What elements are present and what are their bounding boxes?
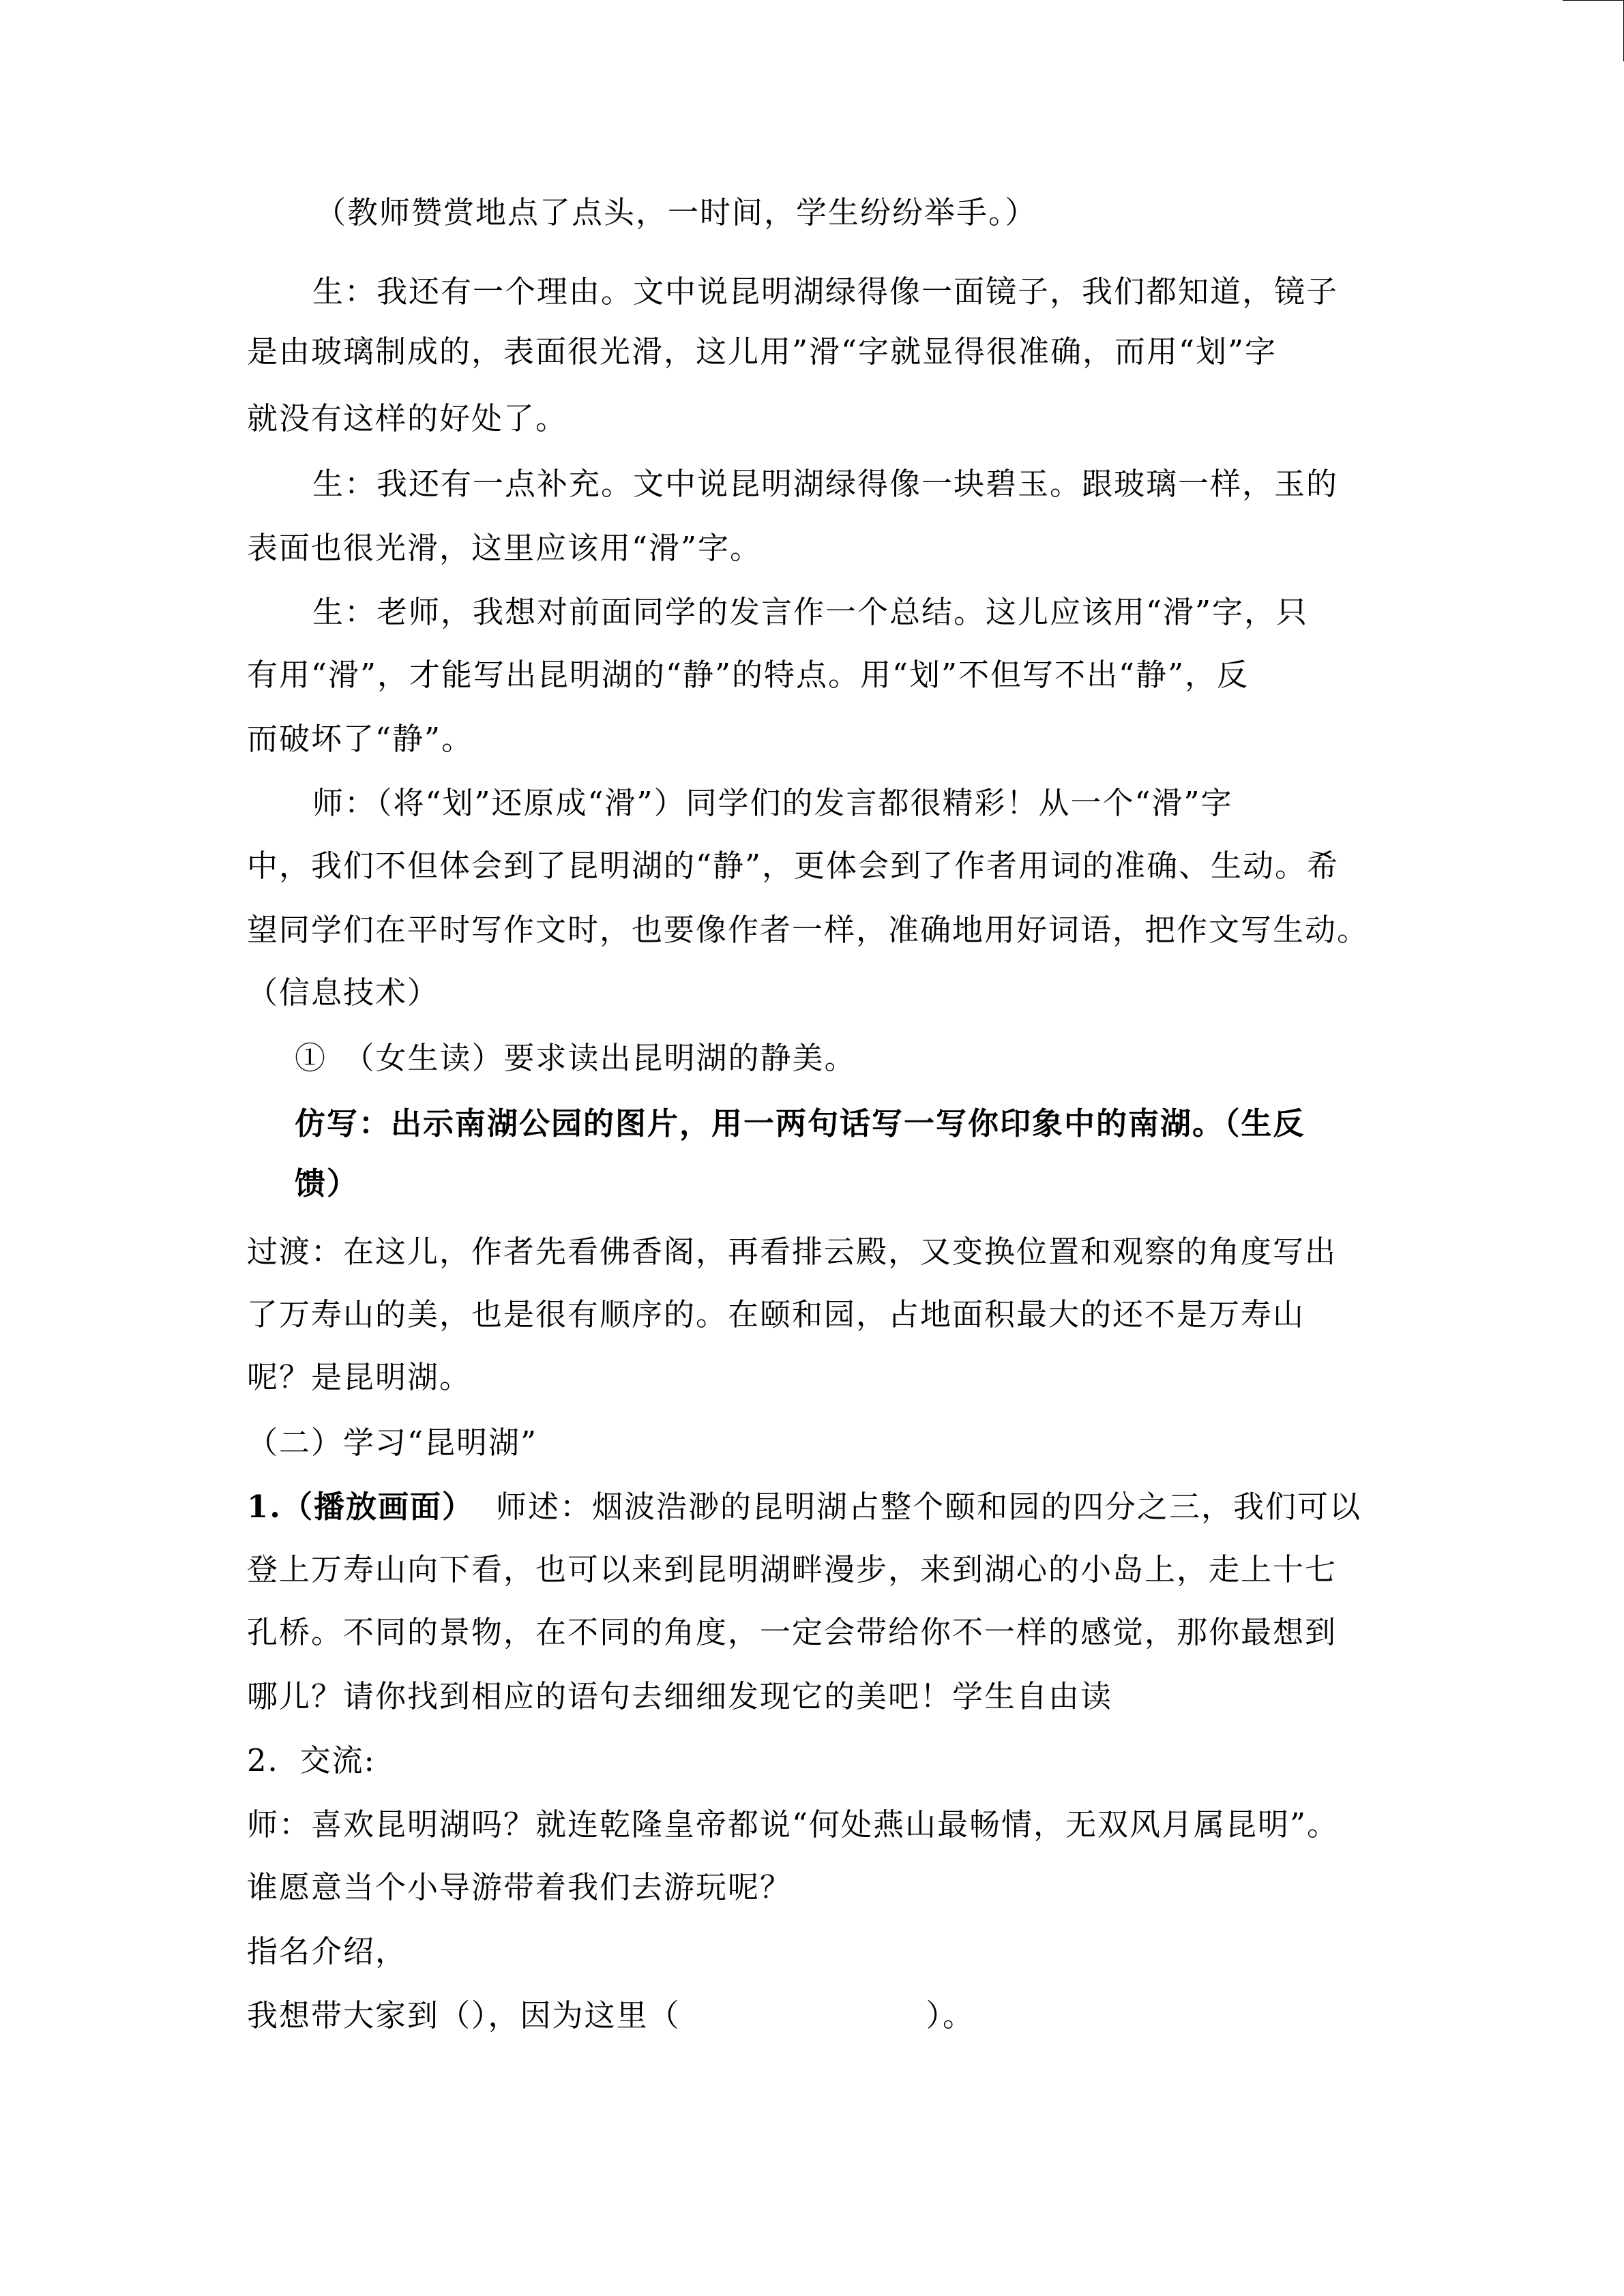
paragraph-teacher-narration-line-3: 孔桥。不同的景物，在不同的角度，一定会带给你不一样的感觉，那你最想到 bbox=[247, 1614, 1338, 1650]
paragraph-transition-line-2: 了万寿山的美，也是很有顺序的。在颐和园，占地面积最大的还不是万寿山 bbox=[247, 1296, 1305, 1332]
paragraph-student-reason-line-2: 是由玻璃制成的，表面很光滑，这儿用”滑“字就显得很准确，而用“划”字 bbox=[247, 333, 1278, 370]
sentence-template-line bbox=[247, 1995, 975, 2036]
paragraph-teacher-question-line-2: 谁愿意当个小导游带着我们去游玩呢？ bbox=[247, 1869, 793, 1905]
paragraph-teacher-narration-line-4: 哪儿？请你找到相应的语句去细细发现它的美吧！学生自由读 bbox=[247, 1678, 1113, 1714]
paragraph-name-introduction: 指名介绍， bbox=[247, 1933, 408, 1969]
item-2-exchange: 2．交流: bbox=[247, 1742, 376, 1778]
note-information-technology: （信息技术） bbox=[247, 974, 440, 1011]
paragraph-student-reason-line-3: 就没有这样的好处了。 bbox=[247, 400, 568, 436]
paragraph-student-summary-line-1: 生：老师，我想对前面同学的发言作一个总结。这儿应该用“滑”字，只 bbox=[312, 594, 1309, 630]
paragraph-teacher-nod: （教师赞赏地点了点头，一时间，学生纷纷举手。） bbox=[315, 194, 1037, 230]
page-corner-mark-horizontal bbox=[1563, 0, 1624, 1]
paragraph-teacher-narration-line-1: 师述：烟波浩渺的昆明湖占整个颐和园的四分之三，我们可以 bbox=[464, 1489, 1362, 1525]
paragraph-student-reason-line-1: 生：我还有一个理由。文中说昆明湖绿得像一面镜子，我们都知道，镜子 bbox=[312, 273, 1339, 310]
paragraph-teacher-restore-line-1: 师：（将“划”还原成“滑”）同学们的发言都很精彩！从一个“滑”字 bbox=[312, 785, 1233, 821]
paragraph-teacher-narration-line-2: 登上万寿山向下看，也可以来到昆明湖畔漫步，来到湖心的小岛上，走上十七 bbox=[247, 1551, 1338, 1587]
paragraph-student-summary-line-3: 而破坏了“静”。 bbox=[247, 721, 474, 757]
paragraph-teacher-restore-line-3: 望同学们在平时写作文时，也要像作者一样，准确地用好词语，把作文写生动。 bbox=[247, 912, 1370, 948]
paragraph-imitation-writing-line-2: 馈） bbox=[295, 1165, 359, 1202]
section-heading-kunming-lake: （二）学习“昆明湖” bbox=[247, 1425, 538, 1461]
paragraph-transition-line-1: 过渡：在这儿，作者先看佛香阁，再看排云殿，又变换位置和观察的角度写出 bbox=[247, 1234, 1338, 1270]
sentence-template-end: ）。 bbox=[926, 1997, 975, 2033]
item-1-play-screen: 1.（播放画面） bbox=[247, 1489, 474, 1525]
paragraph-student-supplement-line-1: 生：我还有一点补充。文中说昆明湖绿得像一块碧玉。跟玻璃一样，玉的 bbox=[312, 466, 1339, 502]
sentence-template-start: 我想带大家到（），因为这里（ bbox=[247, 1997, 681, 2033]
paragraph-teacher-question-line-1: 师：喜欢昆明湖吗？就连乾隆皇帝都说“何处燕山最畅情，无双风月属昆明”。 bbox=[247, 1806, 1340, 1843]
list-item-girls-read: ① （女生读）要求读出昆明湖的静美。 bbox=[295, 1040, 857, 1076]
paragraph-teacher-restore-line-2: 中，我们不但体会到了昆明湖的“静”，更体会到了作者用词的准确、生动。希 bbox=[247, 848, 1340, 884]
paragraph-student-summary-line-2: 有用“滑”，才能写出昆明湖的“静”的特点。用“划”不但写不出“静”，反 bbox=[247, 657, 1250, 693]
paragraph-student-supplement-line-2: 表面也很光滑，这里应该用“滑”字。 bbox=[247, 530, 763, 566]
paragraph-transition-line-3: 呢？是昆明湖。 bbox=[247, 1359, 472, 1395]
paragraph-imitation-writing-line-1: 仿写：出示南湖公园的图片，用一两句话写一写你印象中的南湖。（生反 bbox=[295, 1105, 1305, 1142]
